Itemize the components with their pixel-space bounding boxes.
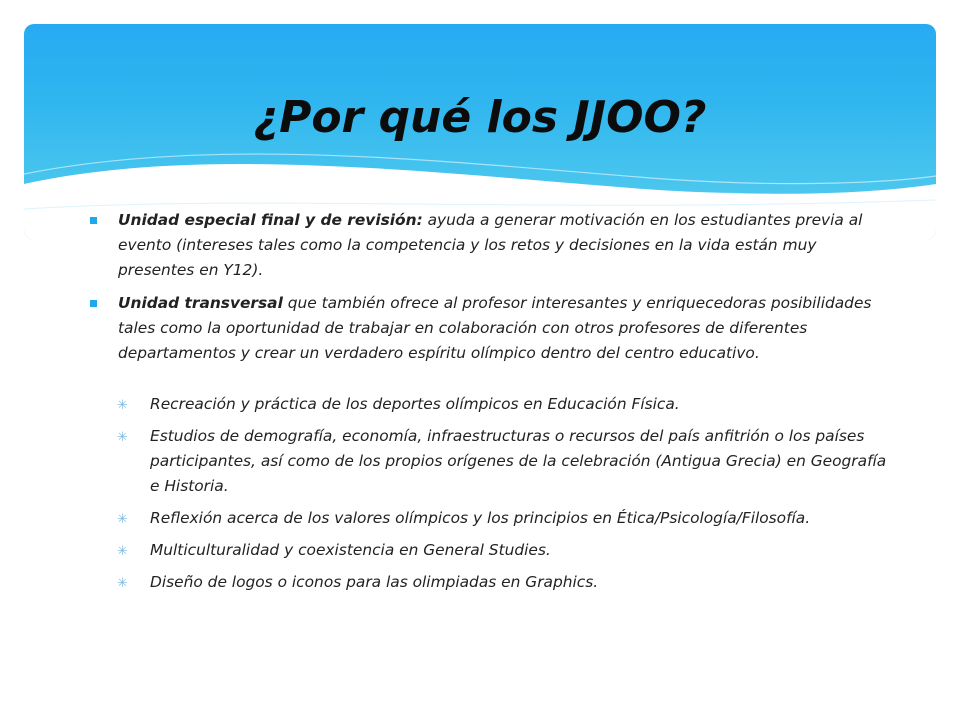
sub-bullet-item <box>88 538 888 563</box>
sub-bullet-text: Multiculturalidad y coexistencia en General Studies. <box>150 541 551 559</box>
sub-bullet-text: Diseño de logos o iconos para las olimpiadas en Graphics. <box>150 573 599 591</box>
asterisk-bullet-icon: ✳ <box>117 576 128 591</box>
asterisk-bullet-icon: ✳ <box>117 398 128 413</box>
bullet-text: ayuda a generar motivación en los estudiantes previa al evento (intereses tales como la competencia y los retos y decisiones en la vida están muy presentes en Y12). <box>118 211 863 279</box>
sub-bullet-item <box>88 392 888 417</box>
bullet-item <box>88 208 888 283</box>
sub-bullet-text: Recreación y práctica de los deportes olímpicos en Educación Física. <box>150 395 680 413</box>
sub-bullet-text: Reflexión acerca de los valores olímpicos y los principios en Ética/Psicología/Filosofía. <box>150 509 811 527</box>
sub-bullet-item <box>88 506 888 531</box>
asterisk-bullet-icon: ✳ <box>117 430 128 445</box>
square-bullet-icon <box>90 300 97 307</box>
bullet-text: que también ofrece al profesor interesantes y enriquecedoras posibilidades tales como la oportunidad de trabajar en colaboración con otros profesores de diferentes departamentos y crear un verdadero espíritu olímpico dentro del centro educativo. <box>118 294 872 362</box>
asterisk-bullet-icon: ✳ <box>117 512 128 527</box>
sub-bullet-item <box>88 570 888 595</box>
sub-bullet-item <box>88 424 888 499</box>
slide-title: ¿Por qué los JJOO? <box>253 92 707 143</box>
bullet-bold-text: Unidad especial final y de revisión: <box>118 211 423 229</box>
sub-bullet-list <box>88 392 888 595</box>
bullet-item <box>88 291 888 366</box>
bullet-bold-text: Unidad transversal <box>118 294 283 312</box>
sub-bullet-text: Estudios de demografía, economía, infraestructuras o recursos del país anfitrión o los países participantes, así como de los propios orígenes de la celebración (Antigua Grecia) en Geografía e Historia. <box>150 427 887 495</box>
asterisk-bullet-icon: ✳ <box>117 544 128 559</box>
square-bullet-icon <box>90 217 97 224</box>
content-area <box>88 208 888 602</box>
